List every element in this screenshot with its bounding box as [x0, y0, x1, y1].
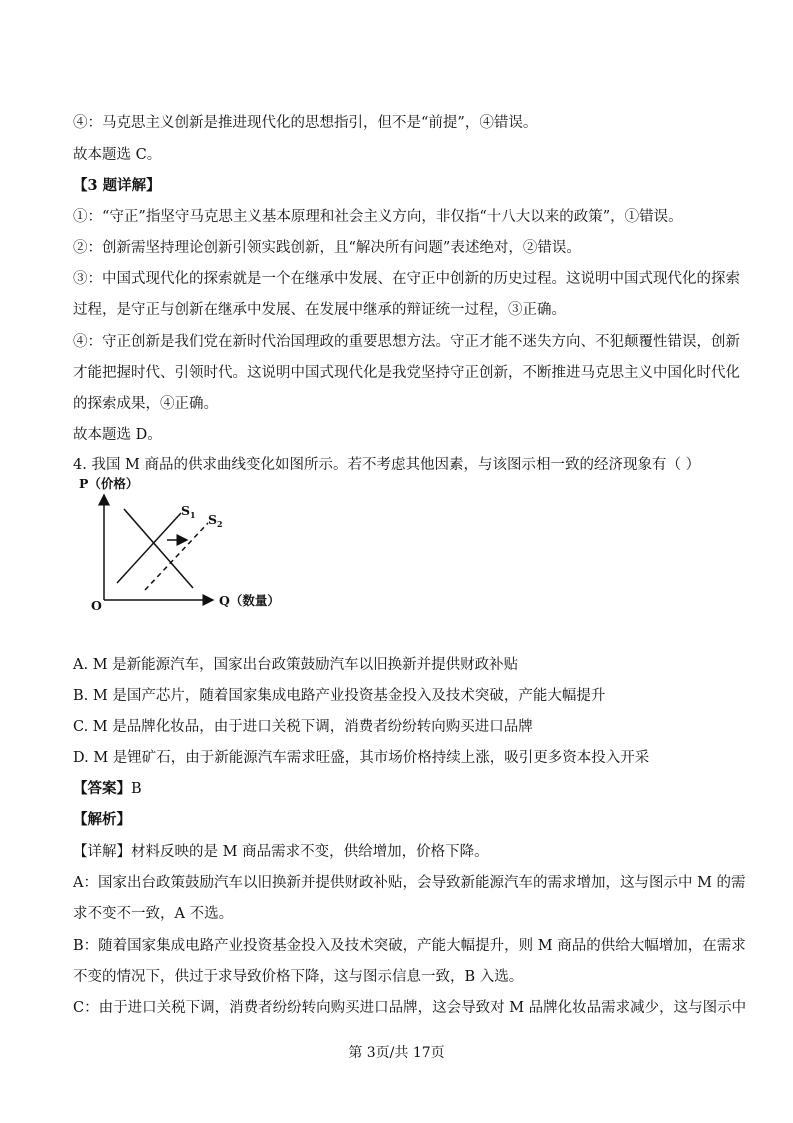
- option-a: A. M 是新能源汽车，国家出台政策鼓励汽车以旧换新并提供财政补贴: [73, 657, 519, 673]
- page-footer: 第 3页/共 17页: [348, 1045, 445, 1061]
- text-line: 故本题选 D。: [73, 427, 162, 443]
- supply-curve-s1: [117, 513, 181, 583]
- analysis-line: A：国家出台政策鼓励汽车以旧换新并提供财政补贴，会导致新能源汽车的需求增加，这与图示中 M 的需: [73, 875, 746, 891]
- text-line: ①：“守正”指坚守马克思主义基本原理和社会主义方向，非仅指“十八大以来的政策”，①错误。: [73, 209, 683, 225]
- s2-label: $S_2$: [208, 512, 223, 529]
- option-d: D. M 是锂矿石，由于新能源汽车需求旺盛，其市场价格持续上涨，吸引更多资本投入开采: [73, 750, 650, 766]
- detail-line: [73, 842, 489, 862]
- option-c: C. M 是品牌化妆品，由于进口关税下调，消费者纷纷转向购买进口品牌: [73, 719, 533, 735]
- s2-subscript: 2: [217, 519, 223, 529]
- x-axis-label: Q（数量）: [219, 593, 280, 608]
- text-line: ④：马克思主义创新是推进现代化的思想指引，但不是“前提”，④错误。: [73, 115, 538, 131]
- text-line: 的探索成果，④正确。: [73, 396, 218, 412]
- supply-demand-graph: [73, 475, 303, 620]
- text-line: ④：守正创新是我们党在新时代治国理政的重要思想方法。守正才能不迷失方向、不犯颠覆性错误，创新: [73, 334, 740, 350]
- text-line: 过程，是守正与创新在继承中发展、在发展中继承的辩证统一过程，③正确。: [73, 302, 566, 318]
- analysis-line: 不变的情况下，供过于求导致价格下降，这与图示信息一致，B 入选。: [73, 969, 524, 985]
- text-line: ②：创新需坚持理论创新引领实践创新，且“解决所有问题”表述绝对，②错误。: [73, 240, 581, 256]
- supply-curve-s2: [145, 523, 208, 590]
- detail-label: 【详解】: [73, 844, 131, 860]
- s1-label: $S_1$: [181, 503, 196, 520]
- text-line: 才能把握时代、引领时代。这说明中国式现代化是我党坚持守正创新，不断推进马克思主义中国化时代化: [73, 365, 740, 381]
- analysis-line: B：随着国家集成电路产业投资基金投入及技术突破，产能大幅提升，则 M 商品的供给大幅增加，在需求: [73, 938, 746, 954]
- analysis-line: 求不变不一致，A 不选。: [73, 906, 234, 922]
- answer-value: B: [131, 781, 142, 797]
- origin-label: O: [91, 598, 102, 613]
- text-line: ③：中国式现代化的探索就是一个在继承中发展、在守正中创新的历史过程。这说明中国式现代化的探索: [73, 271, 740, 287]
- answer-line: [73, 779, 142, 799]
- analysis-line: C：由于进口关税下调，消费者纷纷转向购买进口品牌，这会导致对 M 品牌化妆品需求减少，这与图示中: [73, 1000, 747, 1016]
- y-axis-label: P（价格）: [79, 476, 139, 491]
- detail-text: 材料反映的是 M 商品需求不变，供给增加，价格下降。: [131, 844, 489, 860]
- s1-subscript: 1: [190, 510, 196, 520]
- answer-label: 【答案】: [73, 780, 131, 797]
- text-line: 故本题选 C。: [73, 147, 162, 163]
- option-b: B. M 是国产芯片，随着国家集成电路产业投资基金投入及技术突破，产能大幅提升: [73, 688, 606, 704]
- analysis-label: 【解析】: [73, 811, 131, 828]
- question-4: 4. 我国 M 商品的供求曲线变化如图所示。若不考虑其他因素，与该图示相一致的经济现象有（ ）: [73, 457, 701, 473]
- section-heading: 【3 题详解】: [73, 177, 161, 194]
